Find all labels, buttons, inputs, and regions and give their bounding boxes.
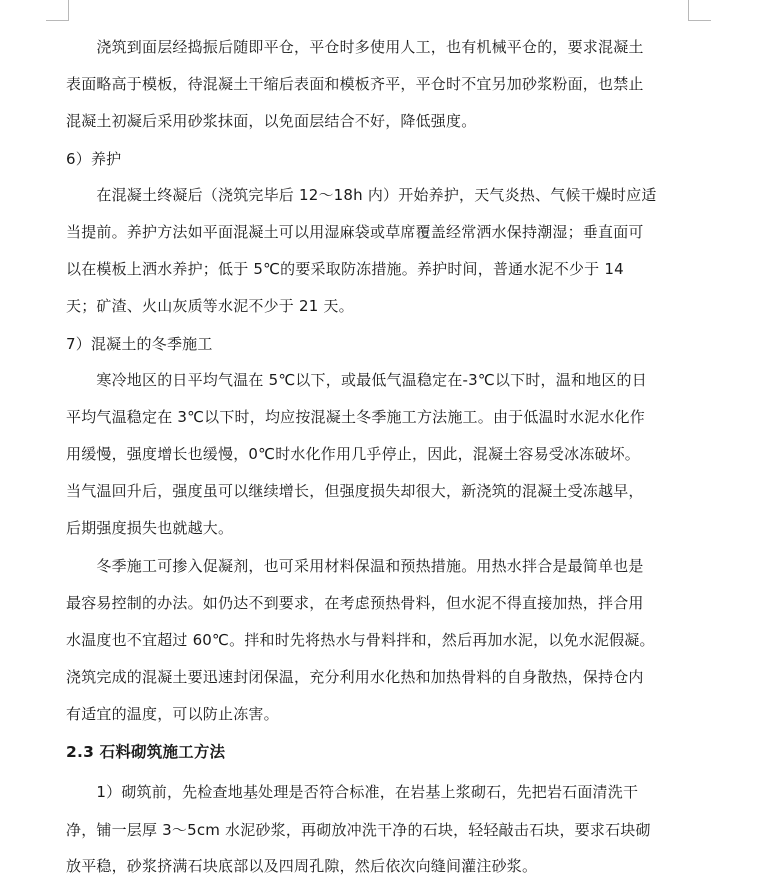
paragraph-line: 水温度也不宜超过 60℃。拌和时先将热水与骨料拌和，然后再加水泥，以免水泥假凝。: [66, 631, 655, 649]
section-heading-6: 6）养护: [66, 150, 122, 168]
paragraph-line: 用缓慢，强度增长也缓慢，0℃时水化作用几乎停止，因此，混凝土容易受冰冻破坏。: [66, 445, 640, 463]
paragraph-line: 冬季施工可掺入促凝剂，也可采用材料保温和预热措施。用热水拌合是最简单也是: [66, 557, 644, 575]
paragraph-line: 有适宜的温度，可以防止冻害。: [66, 705, 279, 723]
paragraph-line: 最容易控制的办法。如仍达不到要求，在考虑预热骨料，但水泥不得直接加热，拌合用: [66, 594, 644, 612]
paragraph-line: 混凝土初凝后采用砂浆抹面，以免面层结合不好，降低强度。: [66, 112, 477, 130]
paragraph-line: 放平稳，砂浆挤满石块底部以及四周孔隙，然后依次向缝间灌注砂浆。: [66, 857, 538, 875]
paragraph-line: 在混凝土终凝后（浇筑完毕后 12～18h 内）开始养护，天气炎热、气候干燥时应适: [66, 186, 657, 204]
paragraph-line: 净，铺一层厚 3～5cm 水泥砂浆，再砌放冲洗干净的石块，轻轻敲击石块，要求石块砌: [66, 821, 651, 839]
paragraph-line: 1）砌筑前，先检查地基处理是否符合标准，在岩基上浆砌石，先把岩石面清洗干: [66, 783, 639, 801]
paragraph-line: 浇筑到面层经捣振后随即平仓，平仓时多使用人工，也有机械平仓的，要求混凝土: [66, 38, 644, 56]
paragraph-line: 浇筑完成的混凝土要迅速封闭保温，充分利用水化热和加热骨料的自身散热，保持仓内: [66, 668, 644, 686]
paragraph-line: 以在模板上洒水养护；低于 5℃的要采取防冻措施。养护时间，普通水泥不少于 14: [66, 260, 624, 278]
paragraph-line: 表面略高于模板，待混凝土干缩后表面和模板齐平，平仓时不宜另加砂浆粉面，也禁止: [66, 75, 644, 93]
paragraph-line: 后期强度损失也就越大。: [66, 519, 234, 537]
section-heading-7: 7）混凝土的冬季施工: [66, 335, 213, 353]
paragraph-line: 寒冷地区的日平均气温在 5℃以下，或最低气温稳定在-3℃以下时，温和地区的日: [66, 371, 647, 389]
paragraph-line: 当提前。养护方法如平面混凝土可以用湿麻袋或草席覆盖经常洒水保持潮湿；垂直面可: [66, 223, 644, 241]
paragraph-line: 天；矿渣、火山灰质等水泥不少于 21 天。: [66, 297, 354, 315]
paragraph-line: 平均气温稳定在 3℃以下时，均应按混凝土冬季施工方法施工。由于低温时水泥水化作: [66, 408, 645, 426]
paragraph-line: 当气温回升后，强度虽可以继续增长，但强度损失却很大，新浇筑的混凝土受冻越早，: [66, 482, 644, 500]
page-corner-mark-top-left: [46, 0, 69, 21]
section-heading-2-3: 2.3 石料砌筑施工方法: [66, 743, 226, 761]
page-corner-mark-top-right: [688, 0, 711, 21]
